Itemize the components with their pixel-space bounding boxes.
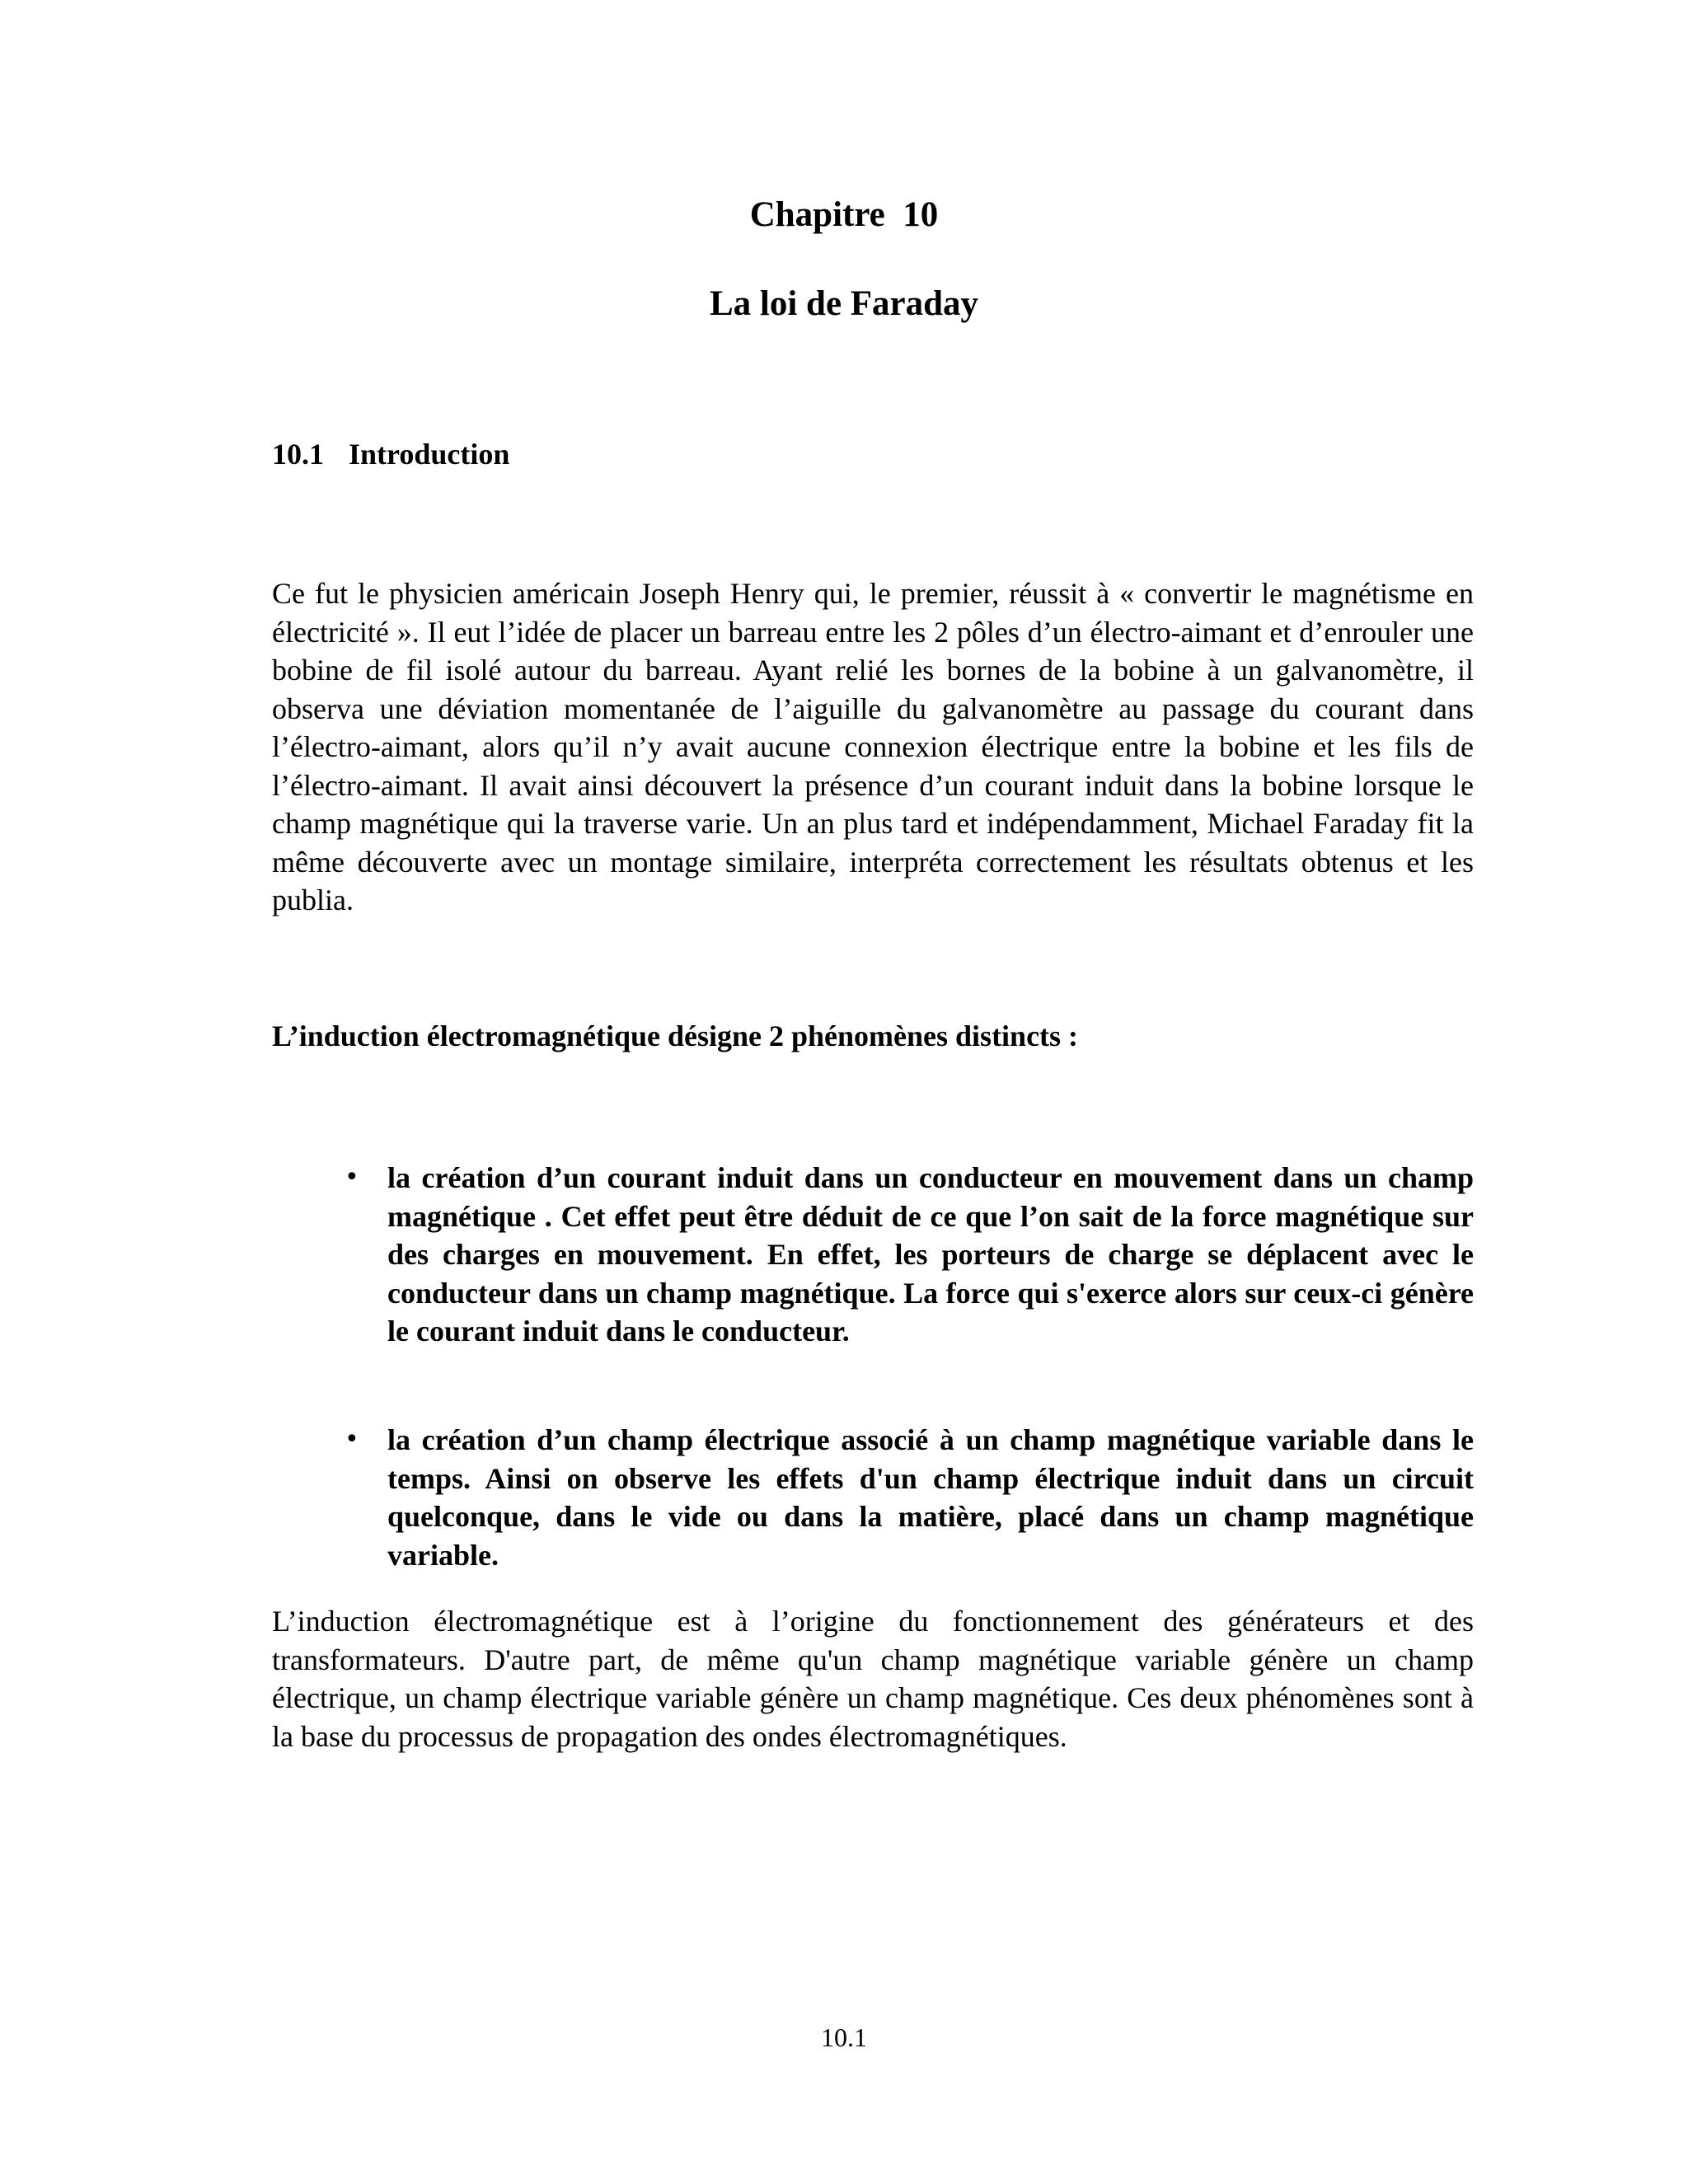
list-item-text: la création d’un champ électrique associé à un champ magnétique variable dans le temps. Ainsi on observe les effets d'un champ électrique induit dans un circuit quelconque, dans le vide ou dans la matière, placé dans un champ magnétique variable. — [387, 1423, 1474, 1572]
list-item-text: la création d’un courant induit dans un conducteur en mouvement dans un champ magnétique . Cet effet peut être déduit de ce que l’on sait de la force magnétique sur des charges en mouvement. En effet, les porteurs de charge se déplacent avec le conducteur dans un champ magnétique. La force qui s'exerce alors sur ceux-ci génère le courant induit dans le conducteur. — [387, 1161, 1474, 1347]
page-number: 10.1 — [821, 2022, 867, 2052]
section-number: 10.1 — [272, 438, 324, 471]
list-item — [345, 1421, 1474, 1574]
bullet-icon: • — [345, 1163, 359, 1192]
section-heading — [272, 437, 509, 471]
section-title: Introduction — [349, 438, 510, 471]
chapter-title: La loi de Faraday — [709, 284, 979, 323]
bullet-icon: • — [345, 1425, 359, 1454]
chapter-label: Chapitre 10 — [749, 195, 939, 234]
list-item — [345, 1159, 1474, 1351]
induction-subheading: L’induction électromagnétique désigne 2 phénomènes distincts : — [272, 1019, 1079, 1052]
outro-paragraph: L’induction électromagnétique est à l’origine du fonctionnement des générateurs et des transformateurs. D'autre part, de même qu'un champ magnétique variable génère un champ électrique, un champ électrique variable génère un champ magnétique. Ces deux phénomènes sont à la base du processus de propagation des ondes électromagnétiques. — [272, 1605, 1474, 1753]
intro-paragraph: Ce fut le physicien américain Joseph Henry qui, le premier, réussit à « convertir le magnétisme en électricité ». Il eut l’idée de placer un barreau entre les 2 pôles d’un électro-aimant et d’enrouler une bobine de fil isolé autour du barreau. Ayant relié les bornes de la bobine à un galvanomètre, il observa une déviation momentanée de l’aiguille du galvanomètre au passage du courant dans l’électro-aimant, alors qu’il n’y avait aucune connexion électrique entre la bobine et les fils de l’électro-aimant. Il avait ainsi découvert la présence d’un courant induit dans la bobine lorsque le champ magnétique qui la traverse varie. Un an plus tard et indépendamment, Michael Faraday fit la même découverte avec un montage similaire, interpréta correctement les résultats obtenus et les publia. — [272, 577, 1474, 916]
